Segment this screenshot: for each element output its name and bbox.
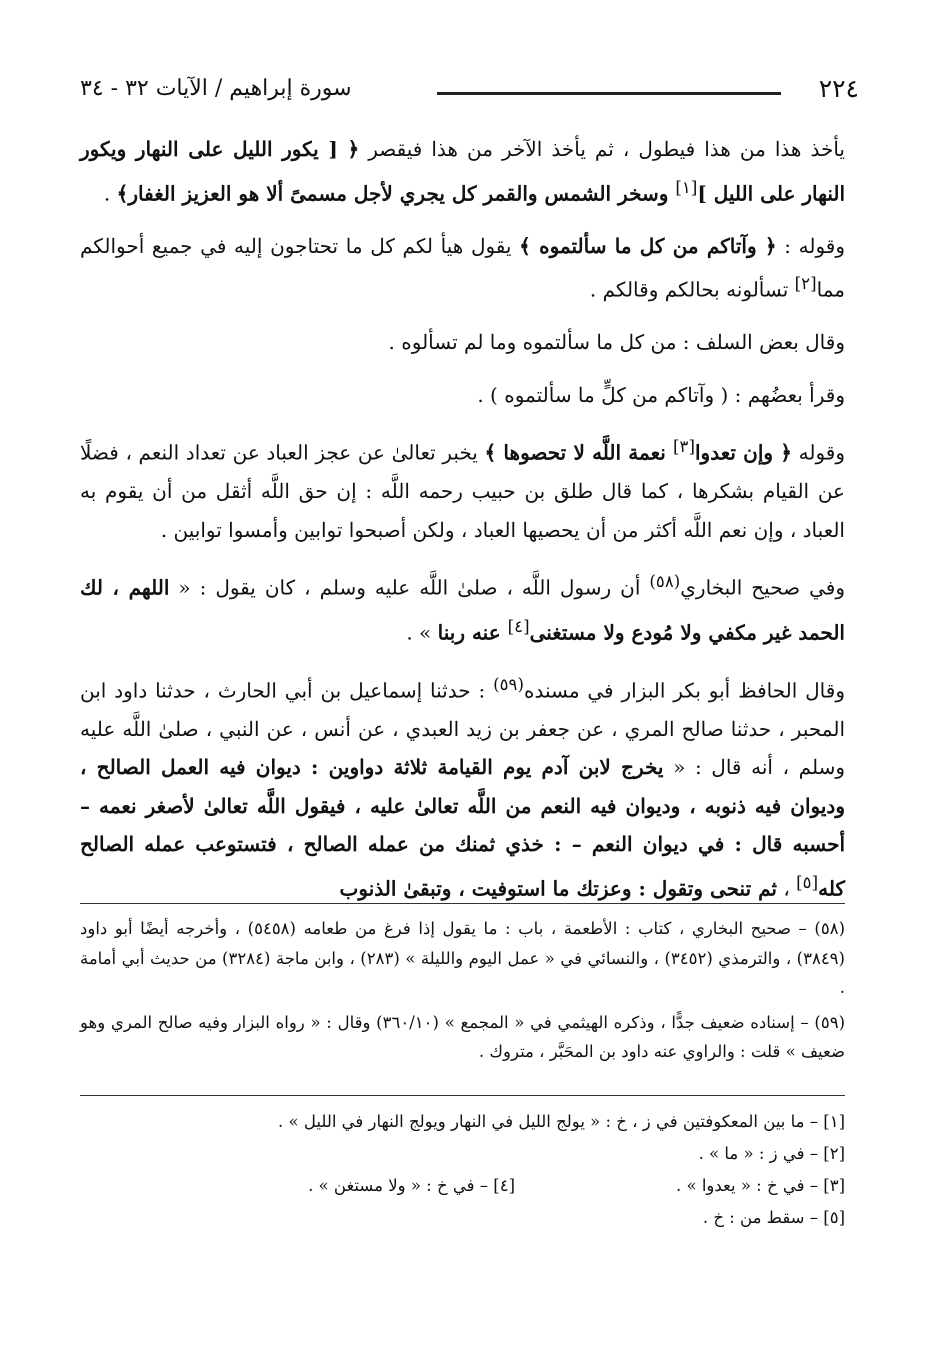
footnote-ref: (٥٨) bbox=[649, 572, 681, 592]
variant-row bbox=[80, 1170, 845, 1202]
header-rule bbox=[437, 92, 781, 95]
paragraph-1 bbox=[80, 130, 845, 213]
quran-text: وسخر الشمس والقمر كل يجري لأجل مسمىً ألا هو العزيز الغفار﴾ bbox=[116, 181, 676, 206]
page-header bbox=[80, 74, 859, 114]
quran-text: ﴿ [ يكور الليل على النهار ويكور النهار على الليل ] bbox=[80, 137, 845, 206]
variant-3: [٣] – في خ : « يعدوا » . bbox=[675, 1176, 845, 1195]
manuscript-variants bbox=[80, 1106, 845, 1234]
paragraph-7 bbox=[80, 666, 845, 908]
paragraph-4 bbox=[80, 376, 845, 415]
text: وقوله : bbox=[776, 233, 845, 258]
footnotes bbox=[80, 914, 845, 1072]
text: تسألونه بحالكم وقالكم . bbox=[589, 277, 795, 302]
variant-2: [٢] – في ز : « ما » . bbox=[698, 1144, 845, 1163]
variant-1: [١] – ما بين المعكوفتين في ز ، خ : « يولج الليل في النهار ويولج النهار في الليل » . bbox=[278, 1112, 845, 1131]
footnote-58: (٥٨) – صحيح البخاري ، كتاب : الأطعمة ، باب : ما يقول إذا فرغ من طعامه (٥٤٥٨) ، وأخرجه أيضًا أبو داود (٣٨٤٩) ، والترمذي (٣٤٥٢) ، والنسائي في « عمل اليوم والليلة » (٢٨٣) ، وابن ماجة (٣٢٨٤) من حديث أبي أمامة . bbox=[80, 919, 846, 997]
text: وقرأ بعضُهم : ( وآتاكم من كلٍّ ما سألتموه ) . bbox=[477, 382, 845, 407]
paragraph-3 bbox=[80, 323, 845, 362]
text: أن رسول اللَّه ، صلىٰ اللَّه عليه وسلم ، كان يقول : « bbox=[169, 576, 650, 601]
footnote-divider bbox=[80, 903, 845, 904]
variants-divider bbox=[80, 1095, 845, 1096]
hadith-text: عنه ربنا bbox=[437, 620, 508, 645]
hadith-text: اللهم ، لك الحمد غير مكفي ولا مُودع ولا مستغنى bbox=[80, 576, 845, 645]
text: وقوله bbox=[792, 440, 845, 465]
quran-text: ﴿ وآتاكم من كل ما سألتموه ﴾ bbox=[519, 233, 777, 258]
page-number: ٢٢٤ bbox=[818, 74, 859, 103]
variant-4: [٤] – في خ : « ولا مستغن » . bbox=[308, 1176, 515, 1195]
quran-text: نعمة اللَّه لا تحصوها ﴾ bbox=[484, 440, 674, 465]
note-ref: [٤] bbox=[507, 616, 530, 636]
text: وفي صحيح البخاري bbox=[680, 576, 845, 601]
paragraph-5 bbox=[80, 428, 845, 549]
paragraph-2 bbox=[80, 227, 845, 310]
note-ref: [١] bbox=[675, 177, 698, 197]
text: وقال الحافظ أبو بكر البزار في مسنده bbox=[523, 678, 845, 703]
paragraph-6 bbox=[80, 563, 845, 651]
hadith-text: يخرج لابن آدم يوم القيامة ثلاثة دواوين : ديوان فيه العمل الصالح ، وديوان فيه ذنوبه ، وديوان فيه النعم من اللَّه تعالىٰ عليه ، فيقول اللَّه تعالىٰ لأصغر نعمه – أحسبه قال : في ديوان النعم – : خذي ثمنك من عمله الصالح ، فتستوعب عمله الصالح كله bbox=[80, 755, 845, 901]
note-ref: [٣] bbox=[673, 437, 695, 457]
text: وقال بعض السلف : من كل ما سألتموه وما لم تسألوه . bbox=[388, 330, 845, 355]
surah-title: سورة إبراهيم / الآيات ٣٢ - ٣٤ bbox=[80, 76, 352, 101]
text: : حدثنا إسماعيل بن أبي الحارث ، حدثنا داود ابن المحبر ، حدثنا صالح المري ، عن جعفر بن زيد العبدي ، عن أنس ، عن النبي ، صلىٰ اللَّه عليه وسلم ، أنه قال : « bbox=[80, 678, 846, 780]
text: ، bbox=[777, 876, 797, 901]
note-ref: [٥] bbox=[796, 872, 819, 892]
variant-5: [٥] – سقط من : خ . bbox=[702, 1208, 845, 1227]
main-text bbox=[80, 130, 845, 922]
note-ref: [٢] bbox=[794, 274, 817, 294]
text: » . bbox=[406, 620, 438, 645]
quran-text: ﴿ وإن تعدوا bbox=[694, 440, 792, 465]
hadith-text: ثم تنحى وتقول : وعزتك ما استوفيت ، وتبقىٰ الذنوب bbox=[339, 876, 777, 901]
text: يأخذ هذا من هذا فيطول ، ثم يأخذ الآخر من هذا فيقصر bbox=[359, 137, 845, 161]
text: يخبر تعالىٰ عن عجز العباد عن تعداد النعم ، فضلًا عن القيام بشكرها ، كما قال طلق بن حبيب رحمه اللَّه : إن حق اللَّه أثقل من أن يقوم به العباد ، وإن نعم اللَّه أكثر من أن يحصيها العباد ، ولكن أصبحوا توابين وأمسوا توابين . bbox=[80, 440, 845, 542]
text: يقول هيأ لكم كل ما تحتاجون إليه في جميع أحوالكم مما bbox=[80, 233, 845, 302]
text: . bbox=[103, 181, 117, 206]
footnote-59: (٥٩) – إسناده ضعيف جدًّا ، وذكره الهيثمي في « المجمع » (٣٦٠/١٠) وقال : « رواه البزار وفيه صالح المري وهو ضعيف » قلت : والراوي عنه داود بن المحَبَّر ، متروك . bbox=[80, 1012, 845, 1061]
footnote-ref: (٥٩) bbox=[493, 674, 524, 694]
